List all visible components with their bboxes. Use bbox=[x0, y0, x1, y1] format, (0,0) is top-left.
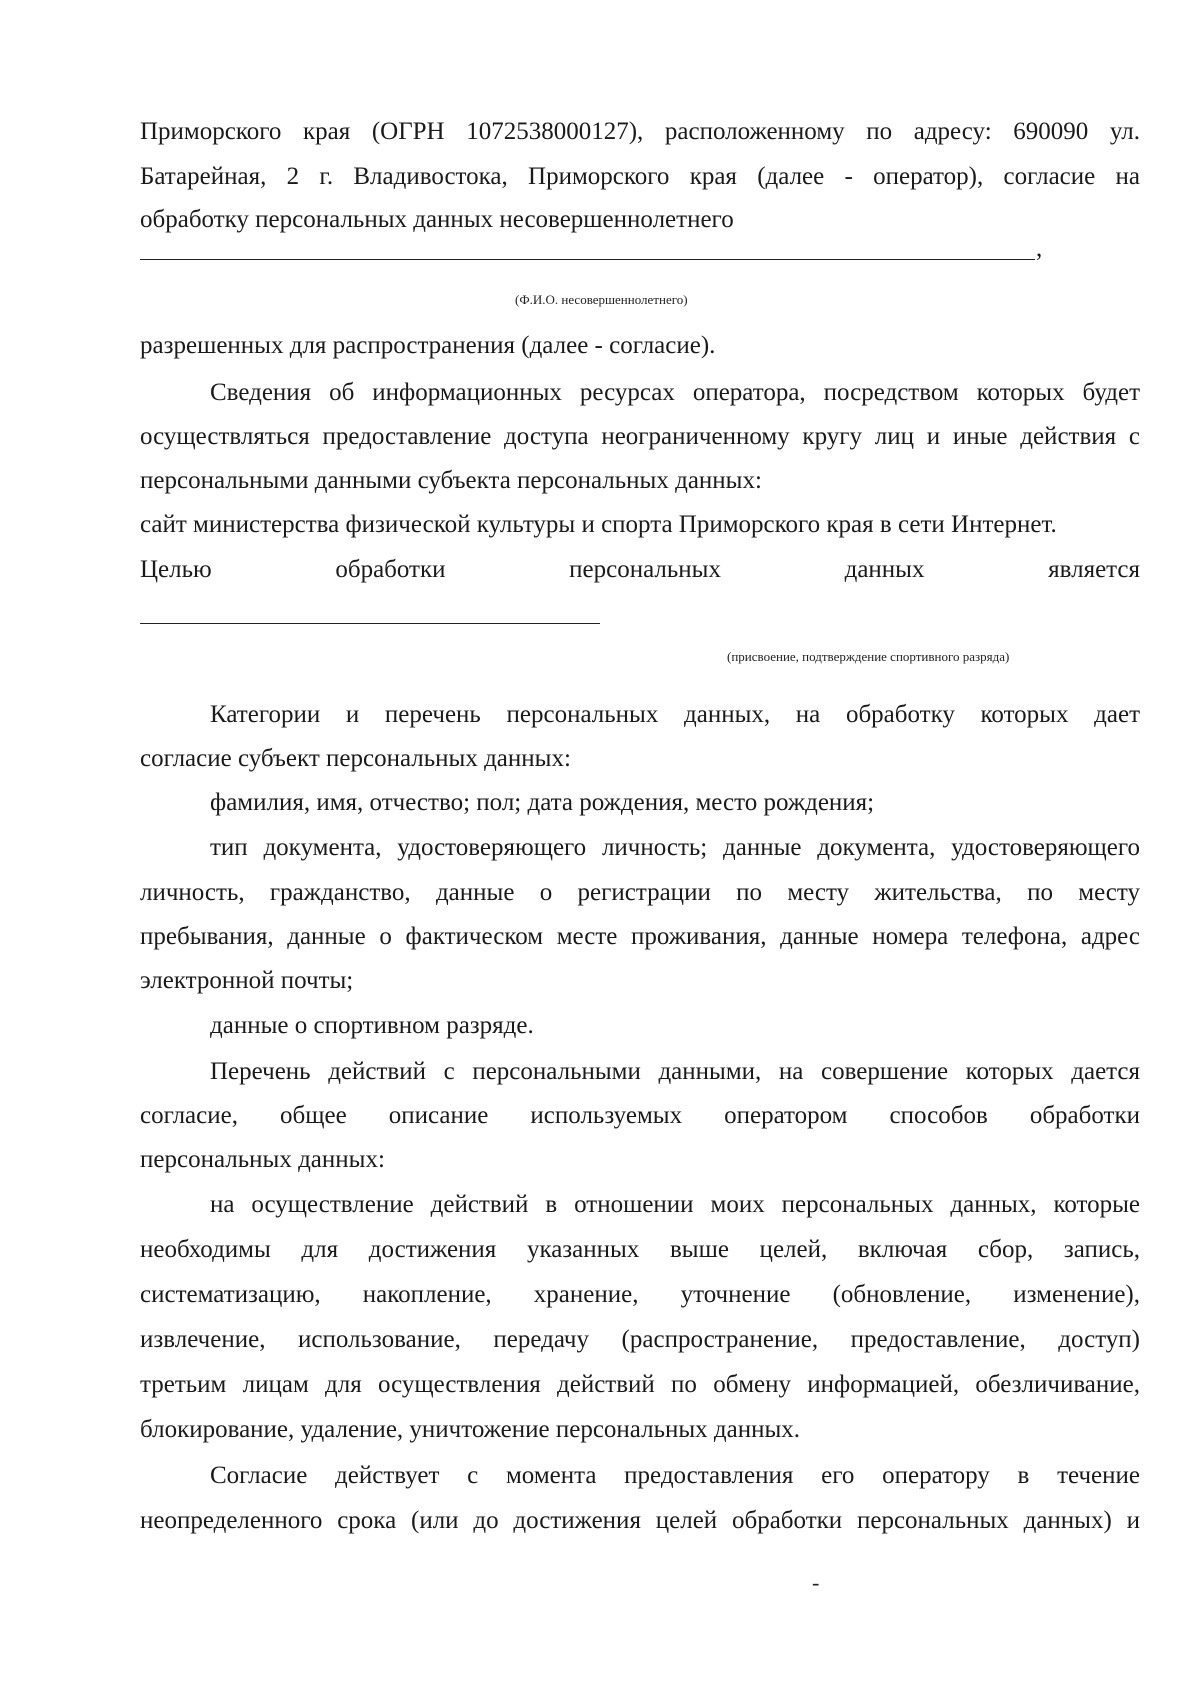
text-line-13: фамилия, имя, отчество; пол; дата рождения, место рождения; bbox=[210, 789, 875, 816]
text-line-26: третьим лицам для осуществления действий по обмену информацией, обезличивание, bbox=[140, 1371, 1140, 1398]
text-line-8: персональными данными субъекта персональных данных: bbox=[140, 467, 762, 494]
text-line-21: персональных данных: bbox=[140, 1146, 385, 1173]
text-line-1: Приморского края (ОГРН 1072538000127), расположенному по адресу: 690090 ул. bbox=[140, 118, 1140, 145]
document-page bbox=[140, 0, 1140, 1697]
text-line-27: блокирование, удаление, уничтожение персональных данных. bbox=[140, 1416, 801, 1443]
text-line-18: данные о спортивном разряде. bbox=[210, 1012, 534, 1039]
text-line-12: согласие субъект персональных данных: bbox=[140, 745, 571, 772]
text-line-20: согласие, общее описание используемых оператором способов обработки bbox=[140, 1102, 1140, 1129]
text-line-11: Категории и перечень персональных данных, на обработку которых дает bbox=[210, 701, 1140, 728]
fio-comma: , bbox=[1036, 235, 1043, 262]
text-line-3: обработку персональных данных несовершеннолетнего bbox=[140, 206, 734, 233]
text-line-17: электронной почты; bbox=[140, 967, 354, 994]
fio-blank-line bbox=[140, 259, 1035, 260]
text-line-14: тип документа, удостоверяющего личность; данные документа, удостоверяющего bbox=[210, 834, 1140, 861]
text-line-23: необходимы для достижения указанных выше целей, включая сбор, запись, bbox=[140, 1236, 1140, 1263]
text-line-16: пребывания, данные о фактическом месте проживания, данные номера телефона, адрес bbox=[140, 923, 1140, 950]
text-line-7: осуществляться предоставление доступа неограниченному кругу лиц и иные действия с bbox=[140, 423, 1140, 450]
text-line-2: Батарейная, 2 г. Владивостока, Приморского края (далее - оператор), согласие на bbox=[140, 163, 1140, 190]
text-line-5: разрешенных для распространения (далее - согласие). bbox=[140, 332, 716, 359]
purpose-blank-line bbox=[140, 623, 600, 624]
text-line-6: Сведения об информационных ресурсах оператора, посредством которых будет bbox=[210, 379, 1140, 406]
text-line-25: извлечение, использование, передачу (распространение, предоставление, доступ) bbox=[140, 1326, 1140, 1353]
text-line-29: неопределенного срока (или до достижения целей обработки персональных данных) и bbox=[140, 1507, 1140, 1534]
text-line-24: систематизацию, накопление, хранение, уточнение (обновление, изменение), bbox=[140, 1281, 1140, 1308]
page-footer-mark: - bbox=[812, 1570, 820, 1595]
purpose-caption: (присвоение, подтверждение спортивного разряда) bbox=[727, 649, 1010, 664]
fio-caption: (Ф.И.О. несовершеннолетнего) bbox=[515, 292, 688, 307]
text-line-28: Согласие действует с момента предоставления его оператору в течение bbox=[210, 1462, 1140, 1489]
text-line-9: сайт министерства физической культуры и спорта Приморского края в сети Интернет. bbox=[140, 511, 1057, 538]
text-line-19: Перечень действий с персональными данными, на совершение которых дается bbox=[210, 1058, 1140, 1085]
text-line-15: личность, гражданство, данные о регистрации по месту жительства, по месту bbox=[140, 879, 1140, 906]
text-line-10: Целью обработки персональных данных является bbox=[140, 556, 1140, 583]
text-line-22: на осуществление действий в отношении моих персональных данных, которые bbox=[210, 1191, 1140, 1218]
